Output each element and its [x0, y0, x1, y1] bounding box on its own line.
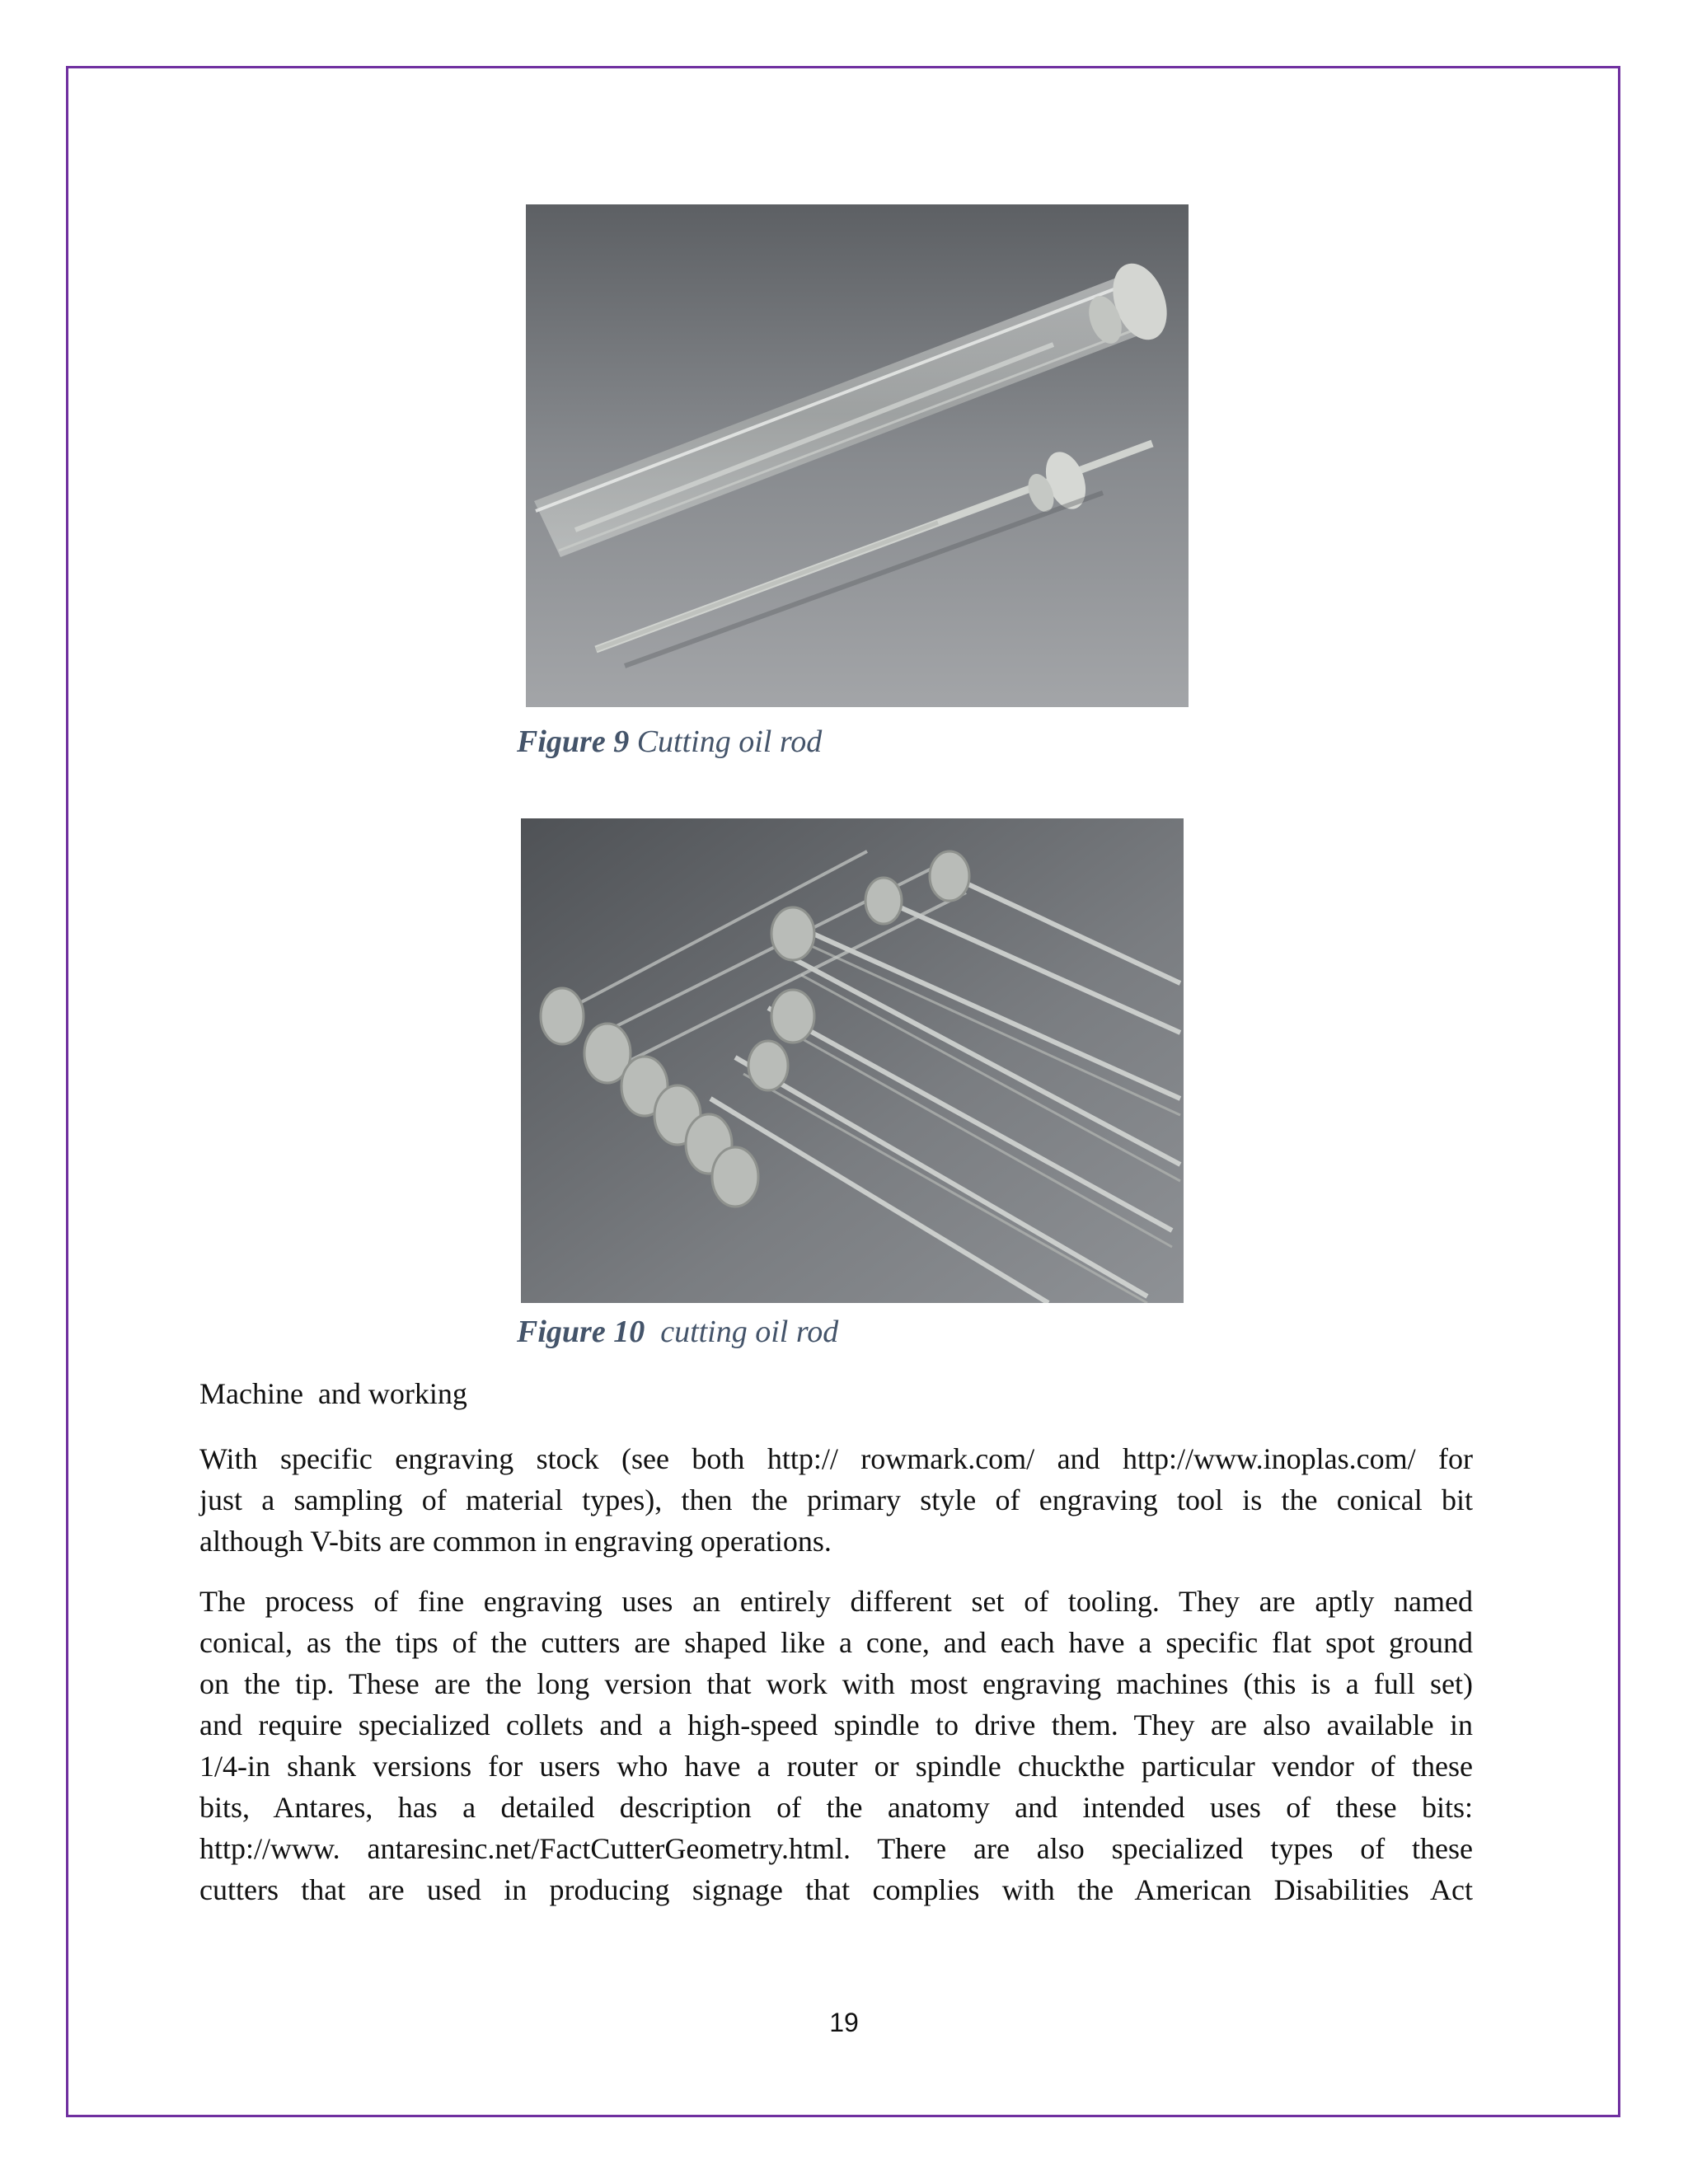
paragraph-line: cutters that are used in producing signage that complies with the American Disabilities Act — [199, 1873, 1473, 1906]
cutting-oil-rods-group-photo — [521, 818, 1184, 1303]
section-heading: Machine and working — [199, 1377, 467, 1410]
paragraph-line: and require specialized collets and a high-speed spindle to drive them. They are also available in — [199, 1708, 1473, 1741]
paragraph-line: just a sampling of material types), then the primary style of engraving tool is the conical bit — [199, 1483, 1473, 1516]
figure-9-caption-text: Cutting oil rod — [629, 724, 823, 759]
figure-10-caption-number: Figure 10 — [517, 1315, 645, 1349]
page-number: 19 — [829, 2008, 859, 2037]
paragraph-line: on the tip. These are the long version that work with most engraving machines (this is a full set) — [199, 1667, 1473, 1700]
paragraph-fine-engraving — [199, 1581, 1473, 1910]
figure-10-caption-text: cutting oil rod — [645, 1315, 839, 1349]
paragraph-line: http://www. antaresinc.net/FactCutterGeometry.html. There are also specialized types of these — [199, 1832, 1473, 1865]
figure-9-caption-number: Figure 9 — [517, 724, 630, 759]
paragraph-line: With specific engraving stock (see both http:// rowmark.com/ and http://www.inoplas.com/ for — [199, 1442, 1473, 1475]
figure-9-caption — [517, 724, 822, 760]
figure-9-photo — [526, 204, 1189, 707]
paragraph-line: 1/4-in shank versions for users who have a router or spindle chuckthe particular vendor of these — [199, 1750, 1473, 1783]
paragraph-line: conical, as the tips of the cutters are shaped like a cone, and each have a specific flat spot ground — [199, 1626, 1473, 1659]
paragraph-engraving-stock — [199, 1438, 1473, 1562]
figure-10-caption — [517, 1314, 838, 1350]
paragraph-line: although V-bits are common in engraving operations. — [199, 1525, 832, 1558]
paragraph-line: The process of fine engraving uses an entirely different set of tooling. They are aptly named — [199, 1585, 1473, 1618]
figure-10-photo — [521, 818, 1184, 1303]
paragraph-line: bits, Antares, has a detailed description of the anatomy and intended uses of these bits: — [199, 1791, 1473, 1824]
cutting-oil-rod-photo — [526, 204, 1189, 707]
